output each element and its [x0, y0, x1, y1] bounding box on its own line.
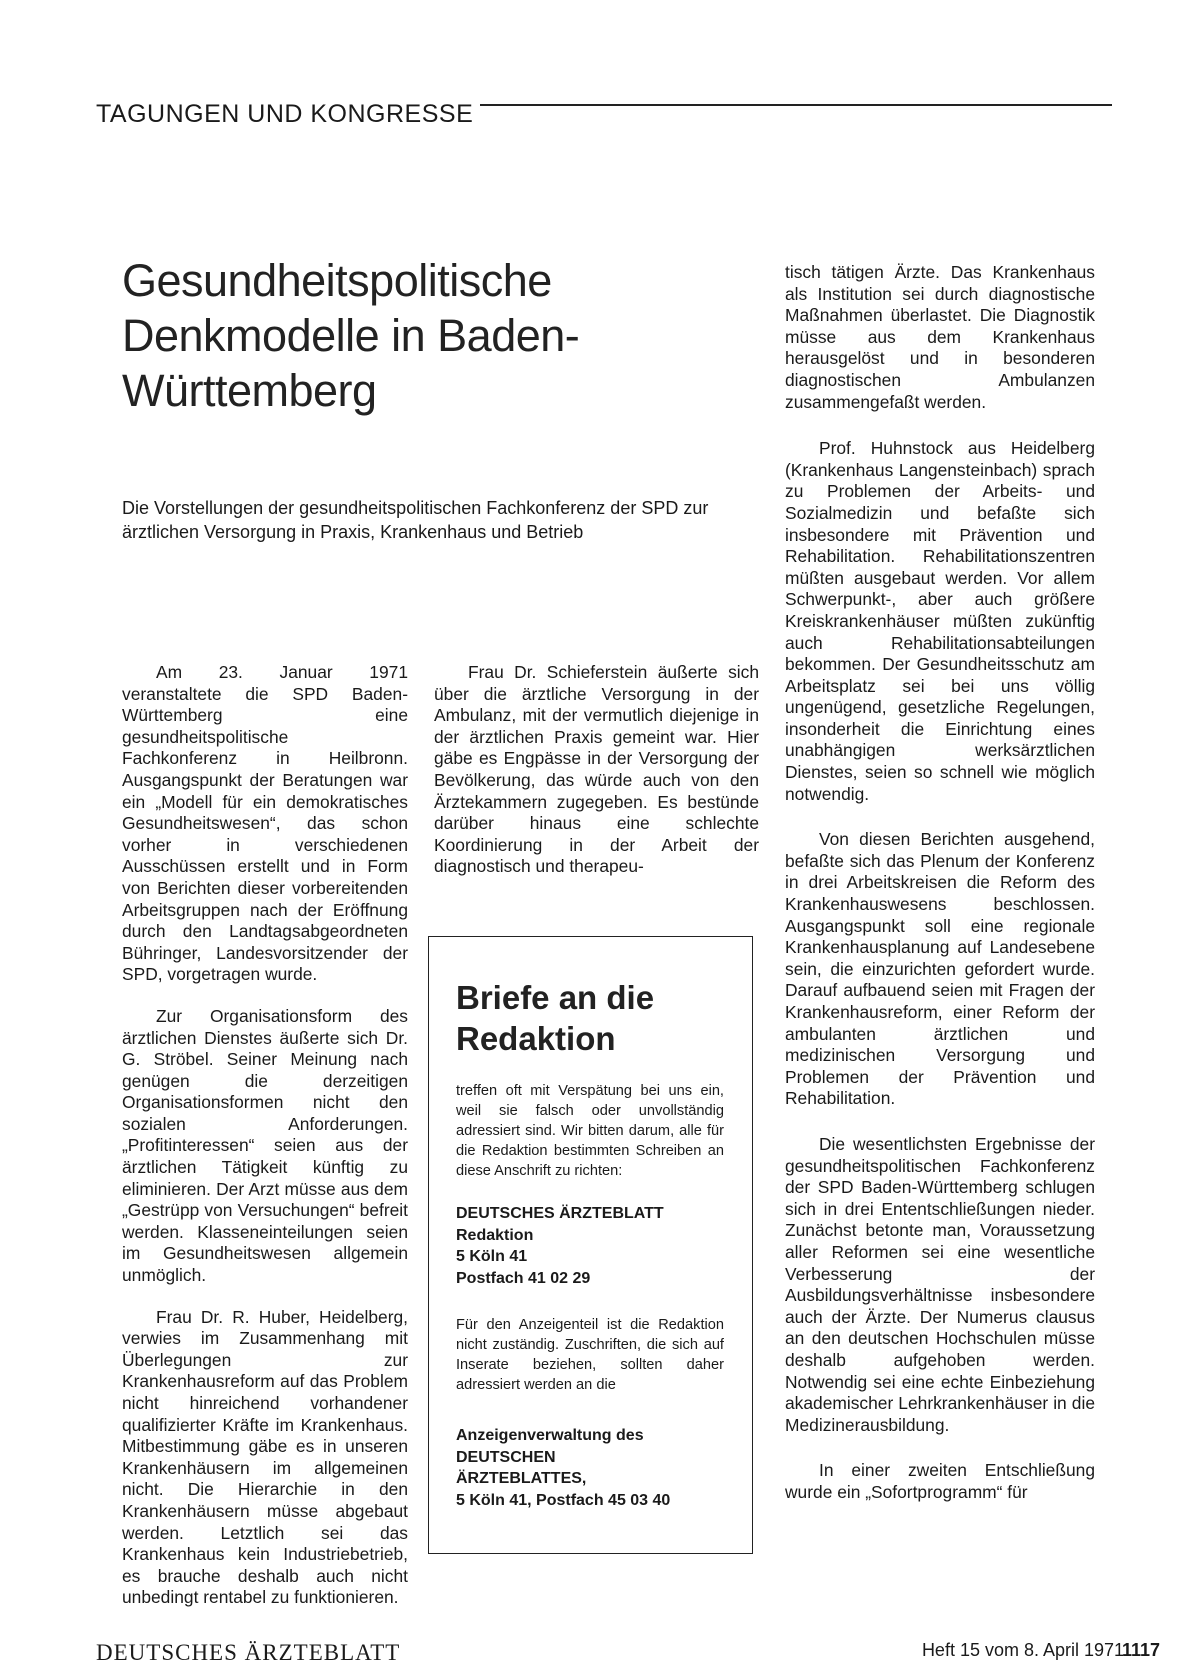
letters-to-editor-box	[428, 936, 753, 1554]
article-column-2	[434, 662, 759, 898]
ads-address	[456, 1425, 752, 1511]
address-line: DEUTSCHES ÄRZTEBLATT	[456, 1205, 664, 1222]
address-line: Anzeigenverwaltung des	[456, 1427, 644, 1444]
box-heading: Briefe an die Redaktion	[456, 979, 655, 1057]
article-column-1	[122, 662, 408, 1629]
address-line: Redaktion	[456, 1226, 534, 1244]
header-rule	[480, 104, 1112, 106]
editorial-address	[456, 1203, 752, 1289]
address-line: 5 Köln 41, Postfach 45 03 40	[456, 1491, 671, 1509]
journal-name: DEUTSCHES ÄRZTEBLATT	[96, 1640, 401, 1665]
page-number: 1117	[1121, 1640, 1160, 1660]
paragraph: tisch tätigen Ärzte. Das Krankenhaus als Institution sei durch diagnostische Maßnahmen überlastet. Die Diagnostik müsse aus dem Krankenhaus herausgelöst und in besonderen diagnostischen Ambulanzen zusammengefaßt werden.	[785, 262, 1095, 412]
address-line: Postfach 41 02 29	[456, 1269, 591, 1287]
paragraph: Zur Organisationsform des ärztlichen Dienstes äußerte sich Dr. G. Ströbel. Seiner Meinung nach genügen die derzeitigen Organisationsformen nicht den sozialen Anforderungen. „Profitinteressen“ seien aus der ärztlichen Tätigkeit künftig zu eliminieren. Der Arzt müsse aus dem „Gestrüpp von Versuchungen“ befreit werden. Klasseneinteilungen seien im Gesundheitswesen allgemein unmöglich.	[122, 1005, 408, 1286]
article-subtitle: Die Vorstellungen der gesundheitspolitischen Fachkonferenz der SPD zur ärztlichen Versorgung in Praxis, Krankenhaus und Betrieb	[122, 498, 709, 542]
article-title: Gesundheitspolitische Denkmodelle in Baden-Württemberg	[122, 255, 580, 416]
box-text: Für den Anzeigenteil ist die Redaktion nicht zuständig. Zuschriften, die sich auf Inserate beziehen, sollten daher adressiert werden an die	[456, 1317, 724, 1393]
section-heading: TAGUNGEN UND KONGRESSE	[96, 100, 474, 128]
paragraph: Frau Dr. R. Huber, Heidelberg, verwies im Zusammenhang mit Überlegungen zur Krankenhausreform auf das Problem nicht hinreichend vorhandener qualifizierter Kräfte im Krankenhaus. Mitbestimmung gäbe es in unseren Krankenhäusern im allgemeinen nicht. Die Hierarchie in den Krankenhäusern müsse abgebaut werden. Letztlich sei das Krankenhaus kein Industriebetrieb, es brauche deshalb auch nicht unbedingt rentabel zu funktionieren.	[122, 1306, 408, 1608]
box-text: treffen oft mit Verspätung bei uns ein, weil sie falsch oder unvollständig adressiert sind. Wir bitten darum, alle für die Redaktion bestimmten Schreiben an diese Anschrift zu richten:	[456, 1083, 724, 1179]
address-line: DEUTSCHEN	[456, 1448, 556, 1466]
paragraph: Frau Dr. Schieferstein äußerte sich über die ärztliche Versorgung in der Ambulanz, mit der vermutlich diejenige in der ärztlichen Praxis gemeint war. Hier gäbe es Engpässe in der Versorgung der Bevölkerung, das würde auch von den Ärztekammern zugegeben. Es bestünde darüber hinaus eine schlechte Koordinierung in der Arbeit der diagnostisch und therapeu-	[434, 662, 759, 877]
paragraph: Prof. Huhnstock aus Heidelberg (Krankenhaus Langensteinbach) sprach zu Problemen der Arbeits- und Sozialmedizin und befaßte sich insbesondere mit Prävention und Rehabilitation. Rehabilitationszentren müßten ausgebaut werden. Vor allem Schwerpunkt-, aber auch größere Kreiskrankenhäuser müßten zukünftig auch Rehabilitationsabteilungen bekommen. Der Gesundheitsschutz am Arbeitsplatz sei bei uns völlig ungenügend, gesetzliche Regelungen, insonderheit die Einrichtung eines unabhängigen werksärztlichen Dienstes, seien so schnell wie möglich notwendig.	[785, 438, 1095, 804]
address-line: ÄRZTEBLATTES,	[456, 1470, 587, 1487]
paragraph: Am 23. Januar 1971 veranstaltete die SPD Baden-Württemberg eine gesundheitspolitische Fachkonferenz in Heilbronn. Ausgangspunkt der Beratungen war ein „Modell für ein demokratisches Gesundheitswesen“, das schon vorher in verschiedenen Ausschüssen erstellt und in Form von Berichten dieser vorbereitenden Arbeitsgruppen nach der Eröffnung durch den Landtagsabgeordneten Bühringer, Landesvorsitzender der SPD, vorgetragen wurde.	[122, 662, 408, 985]
issue-info: Heft 15 vom 8. April 1971	[921, 1640, 1125, 1660]
article-column-3	[785, 262, 1095, 1523]
address-line: 5 Köln 41	[456, 1248, 528, 1265]
paragraph: Die wesentlichsten Ergebnisse der gesundheitspolitischen Fachkonferenz der SPD Baden-Württemberg schlugen sich in drei Ententschließungen nieder. Zunächst betonte man, Voraussetzung aller Reformen sei eine wesentliche Verbesserung der Ausbildungsverhältnisse insbesondere auch der Ärzte. Der Numerus clausus an den deutschen Hochschulen müsse deshalb aufgehoben werden. Notwendig sei eine echte Einbeziehung akademischer Lehrkrankenhäuser in die Medizinerausbildung.	[785, 1133, 1095, 1435]
paragraph: Von diesen Berichten ausgehend, befaßte sich das Plenum der Konferenz in drei Arbeitskreisen die Reform des Krankenhauswesens beschlossen. Ausgangspunkt soll eine regionale Krankenhausplanung auf Landesebene sein, die einzurichten gefordert wurde. Darauf aufbauend seien mit Fragen der Krankenhausreform, einer Reform der ambulanten ärztlichen und medizinischen Versorgung und Problemen der Prävention und Rehabilitation.	[785, 829, 1095, 1109]
paragraph: In einer zweiten Entschließung wurde ein „Sofortprogramm“ für	[785, 1460, 1095, 1502]
